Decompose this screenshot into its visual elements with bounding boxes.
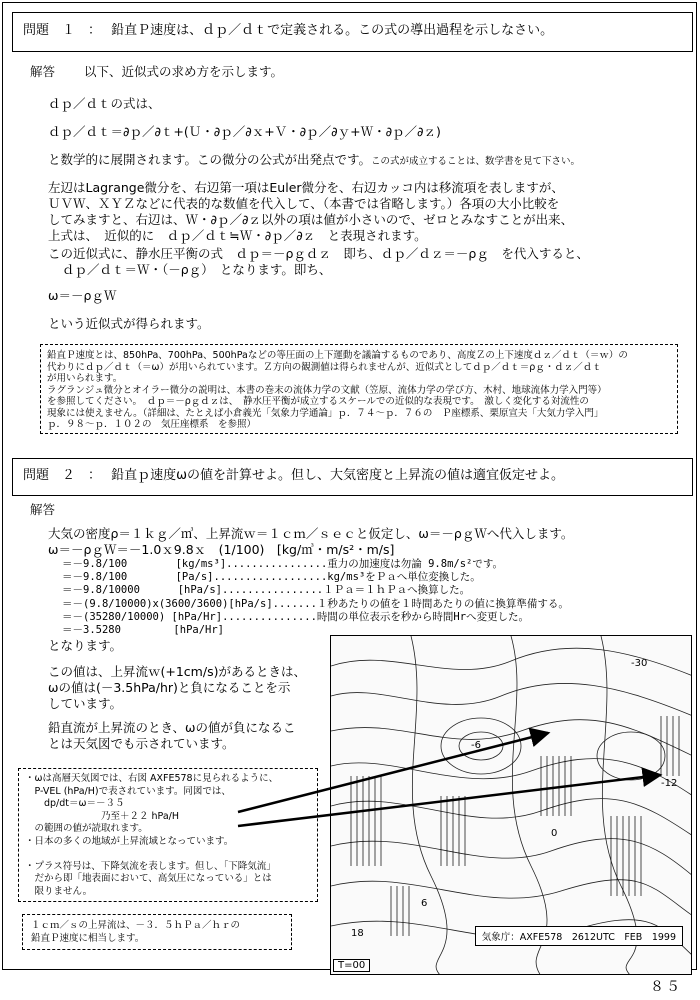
answer-1-line-11: という近似式が得られます。: [48, 316, 210, 331]
answer-1-line-6: してみますと、右辺は、Ｗ・∂ｐ／∂ｚ以外の項は値が小さいので、ゼロとみなすことが出来、: [48, 212, 574, 227]
note-2-line-9: だから即「地表面において、高気圧になっている」とは: [25, 873, 272, 884]
note-1-line-6: 現象には使えません。（詳細は、たとえば小倉義光「気象力学通論」ｐ．７４～ｐ．７６の Ｐ座標系、栗原宣夫「大気力学入門」: [47, 407, 604, 419]
calculation-step-1: ＝－9.8/100 [kg/ms³]................重力の加速度は勿論 9.8m/s²です。: [62, 558, 504, 570]
contour-label-1: -30: [631, 658, 648, 669]
map-caption: 気象庁：AXFE578 2612UTC FEB 1999: [475, 926, 683, 946]
answer-2-line-1: 大気の密度ρ＝１ｋｇ／㎥、上昇流ｗ＝１ｃｍ／ｓｅｃと仮定し、ω＝－ρｇＷへ代入します。: [48, 526, 574, 541]
answer-1-line-3a: と数学的に展開されます。この微分の公式が出発点です。: [48, 152, 372, 167]
note-2-line-2: P-VEL (hPa/H)で表されています。同図では、: [25, 785, 231, 797]
note-1-line-3: が用いられます。: [47, 373, 123, 384]
calculation-step-4: ＝－(9.8/10000)x(3600/3600)[hPa/s].......１秒あたりの値を１時間あたりの値に換算準備する。: [62, 597, 569, 610]
answer-2-paragraph-2-line-1: 鉛直流が上昇流のとき、ωの値が負になるこ: [48, 720, 296, 735]
answer-1-line-8: この近似式に、静水圧平衡の式 ｄｐ＝－ρｇｄｚ 即ち、ｄｐ／ｄｚ＝－ρｇ を代入すると、: [48, 246, 589, 261]
answer-1-line-10: ω＝－ρｇＷ: [48, 288, 117, 303]
calculation-step-5: ＝－(35280/10000) [hPa/Hr]...............時間の単位表示を秒から時間Hrへ変更した。: [62, 610, 530, 623]
note-1-line-1: 鉛直Ｐ速度とは、850hPa、700hPa、500hPaなどの等圧面の上下運動を議論するものであり、高度Ｚの上下速度ｄｚ／ｄｔ（＝ｗ）の: [47, 350, 628, 361]
arrow-to-minus-35: [238, 733, 548, 812]
answer-1-line-5: ＵＶＷ、ＸＹＺなどに代表的な数値を代入して、（本書では省略します。）各項の大小比較を: [48, 196, 560, 211]
contour-label-4: 6: [421, 898, 428, 909]
note-2-line-4: 乃至＋２２ hPa/H: [25, 810, 180, 822]
contour-label-5: 18: [351, 928, 364, 939]
answer-1-intro: 以下、近似式の求め方を示します。: [84, 64, 284, 79]
answer-2-paragraph-1-line-3: しています。: [48, 696, 123, 711]
answer-1-line-3b: この式が成立することは、数学書を見て下さい。: [371, 156, 581, 167]
contour-label-2: -6: [471, 740, 481, 751]
arrow-to-plus-22: [238, 775, 660, 826]
answer-1-line-4: 左辺はLagrange微分を、右辺第一項はEuler微分を、右辺カッコ内は移流項を表しますが、: [48, 180, 564, 195]
note-3-line-1: １ｃｍ／ｓの上昇流は、－３．５ｈＰａ／ｈｒの: [31, 920, 241, 931]
answer-1-line-7: 上式は、 近似的に ｄｐ／ｄｔ≒Ｗ・∂ｐ／∂ｚ と表現されます。: [48, 228, 427, 243]
note-2-line-5: の範囲の値が読取れます。: [25, 823, 148, 834]
calculation-step-2: ＝－9.8/100 [Pa/s]..................kg/ms³をＰａへ単位変換した。: [62, 571, 481, 584]
answer-1-line-1: ｄｐ／ｄｔの式は、: [48, 96, 161, 111]
answer-1-line-9: ｄｐ／ｄｔ＝Ｗ・（－ρｇ） となります。即ち、: [62, 262, 332, 277]
map-time-label: T=00: [333, 959, 370, 972]
note-2-line-6: ・日本の多くの地域が上昇流域となっています。: [25, 835, 234, 847]
answer-1-line-2: ｄｐ／ｄｔ＝∂ｐ／∂ｔ+(Ｕ・∂ｐ／∂ｘ+Ｖ・∂ｐ／∂ｙ+Ｗ・∂ｐ／∂ｚ): [48, 124, 441, 139]
answer-2-heading: 解答: [30, 502, 56, 517]
question-1-text: 鉛直Ｐ速度は、ｄｐ／ｄｔで定義される。この式の導出過程を示しなさい。: [111, 23, 554, 38]
answer-2-paragraph-1-line-1: この値は、上昇流ｗ(+1cm/s)があるときは、: [48, 664, 306, 679]
answer-2-line-3: となります。: [48, 638, 123, 653]
answer-2-paragraph-2-line-2: とは天気図でも示されています。: [48, 736, 235, 751]
note-2-line-10: 限りません。: [25, 885, 93, 897]
note-2-line-1: ・ωは高層天気図では、右図 AXFE578に見られるように、: [25, 773, 279, 784]
note-1-line-7: ｐ．９８～ｐ．１０２の 気圧座標系 を参照）: [47, 419, 257, 430]
answer-1-heading: 解答: [30, 64, 56, 79]
question-1-label: 問題 １ ：: [23, 23, 102, 38]
question-2-text: 鉛直ｐ速度ωの値を計算せよ。但し、大気密度と上昇流の値は適宜仮定せよ。: [111, 468, 565, 483]
answer-2-line-2: ω＝－ρｇＷ＝－1.0ｘ9.8ｘ (1/100) [kg/㎥・m/s²・m/s]: [48, 542, 395, 557]
question-2-label: 問題 ２ ：: [23, 468, 102, 483]
note-2-line-3: dp/dt＝ω＝－３５: [25, 798, 125, 809]
note-3-line-2: 鉛直Ｐ速度に相当します。: [31, 933, 145, 944]
note-1-line-5: を参照してください。 ｄｐ＝－ρｇｄｚは、 静水圧平衡が成立するスケールでの近似的な表現です。 激しく変化する対流性の: [47, 396, 589, 407]
answer-2-paragraph-1-line-2: ωの値は(－3.5hPa/hr)と負になることを示: [48, 680, 291, 695]
calculation-step-6: ＝－3.5280 [hPa/Hr]: [62, 624, 225, 637]
contour-label-6: -12: [661, 778, 678, 789]
contour-label-3: 0: [551, 828, 558, 839]
note-1-line-2: 代わりにｄｐ／ｄｔ（＝ω）が用いられています。Ｚ方向の観測値は得られませんが、近似式としてｄｐ／ｄｔ＝ρｇ・ｄｚ／ｄｔ: [47, 361, 602, 373]
calculation-step-3: ＝－9.8/10000 [hPa/s]................１Ｐａ＝１ｈＰａへ換算した。: [62, 584, 471, 597]
note-2-line-8: ・プラス符号は、下降気流を表します。但し、「下降気流」: [25, 860, 276, 872]
page-number: ８５: [650, 979, 682, 995]
note-1-line-4: ラグランジュ微分とオイラー微分の説明は、本書の巻末の流体力学の文献（笠原、流体力学の学び方、木村、地球流体力学入門等）: [47, 384, 607, 396]
